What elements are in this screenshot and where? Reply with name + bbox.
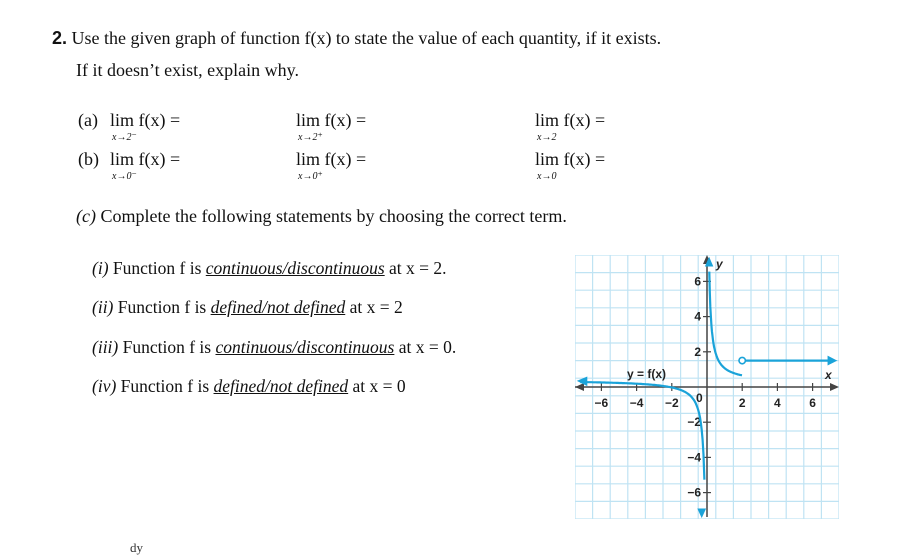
question-text: Use the given graph of function f(x) to state the value of each quantity, if it exists. bbox=[71, 28, 662, 48]
limit-expression: lim f(x) = bbox=[296, 149, 367, 169]
y-tick-label: 4 bbox=[694, 309, 701, 324]
part-c-label: (c) bbox=[76, 206, 96, 226]
statement-label: (ii) bbox=[92, 297, 114, 317]
cut-off-text: dy bbox=[130, 540, 143, 555]
statement-term: continuous/discontinuous bbox=[205, 258, 385, 278]
limit-subscript: x→0⁻ bbox=[112, 171, 137, 182]
x-tick-label: 2 bbox=[738, 396, 746, 410]
limit-expression: lim f(x) = bbox=[535, 110, 606, 130]
limit-expression: lim f(x) = bbox=[110, 149, 181, 169]
x-tick-label: −6 bbox=[594, 396, 609, 410]
y-tick-label: 6 bbox=[694, 274, 701, 289]
statement-label: (iii) bbox=[92, 337, 119, 357]
part-c-text: Complete the following statements by choosing the correct term. bbox=[100, 206, 567, 226]
limit-b3 bbox=[535, 149, 606, 182]
limit-a1 bbox=[110, 110, 181, 143]
statement-label: (iv) bbox=[92, 376, 117, 396]
limit-subscript: x→0⁺ bbox=[298, 171, 323, 182]
y-tick-label: −6 bbox=[687, 485, 701, 500]
statement-term: defined/not defined bbox=[213, 376, 349, 396]
statement-term: defined/not defined bbox=[210, 297, 346, 317]
statement-post: at x = 0 bbox=[352, 376, 406, 396]
x-tick-label: −4 bbox=[629, 396, 644, 410]
question-number: 2. bbox=[52, 28, 68, 48]
y-axis-label: y bbox=[716, 257, 723, 271]
x-axis-label: x bbox=[825, 368, 832, 382]
limit-subscript: x→2⁻ bbox=[112, 132, 137, 143]
origin-label: 0 bbox=[696, 391, 703, 405]
x-tick-label: 4 bbox=[774, 396, 781, 410]
statement-pre: Function f is bbox=[112, 258, 202, 278]
statement-iii bbox=[92, 337, 456, 358]
y-tick-label: 2 bbox=[694, 344, 701, 359]
limit-b2 bbox=[296, 149, 367, 182]
limit-a2 bbox=[296, 110, 367, 143]
question-text-line2: If it doesn’t exist, explain why. bbox=[76, 60, 299, 80]
x-tick-label: −2 bbox=[664, 396, 679, 410]
statement-label: (i) bbox=[92, 258, 109, 278]
limit-subscript: x→0 bbox=[537, 171, 557, 182]
limit-expression: lim f(x) = bbox=[110, 110, 181, 130]
statement-i bbox=[92, 258, 447, 279]
statement-post: at x = 2 bbox=[349, 297, 403, 317]
statement-post: at x = 0. bbox=[398, 337, 457, 357]
question-title bbox=[52, 28, 661, 49]
limit-b1 bbox=[110, 149, 181, 182]
limit-subscript: x→2⁺ bbox=[298, 132, 323, 143]
curve-label: y = f(x) bbox=[627, 367, 667, 381]
statement-pre: Function f is bbox=[120, 376, 210, 396]
x-tick-label: 6 bbox=[809, 396, 816, 410]
function-graph bbox=[575, 255, 839, 519]
part-b-label: (b) bbox=[78, 149, 99, 169]
part-c-heading bbox=[76, 206, 567, 227]
y-tick-label: −2 bbox=[687, 415, 701, 430]
limit-expression: lim f(x) = bbox=[535, 149, 606, 169]
statement-pre: Function f is bbox=[122, 337, 212, 357]
limit-a3 bbox=[535, 110, 606, 143]
statement-ii bbox=[92, 297, 403, 318]
part-a-label: (a) bbox=[78, 110, 98, 130]
statement-post: at x = 2. bbox=[389, 258, 447, 278]
limit-expression: lim f(x) = bbox=[296, 110, 367, 130]
statement-pre: Function f is bbox=[117, 297, 207, 317]
limit-subscript: x→2 bbox=[537, 132, 557, 143]
statement-term: continuous/discontinuous bbox=[215, 337, 395, 357]
statement-iv bbox=[92, 376, 406, 397]
y-tick-label: −4 bbox=[687, 450, 701, 465]
open-point bbox=[739, 357, 745, 363]
